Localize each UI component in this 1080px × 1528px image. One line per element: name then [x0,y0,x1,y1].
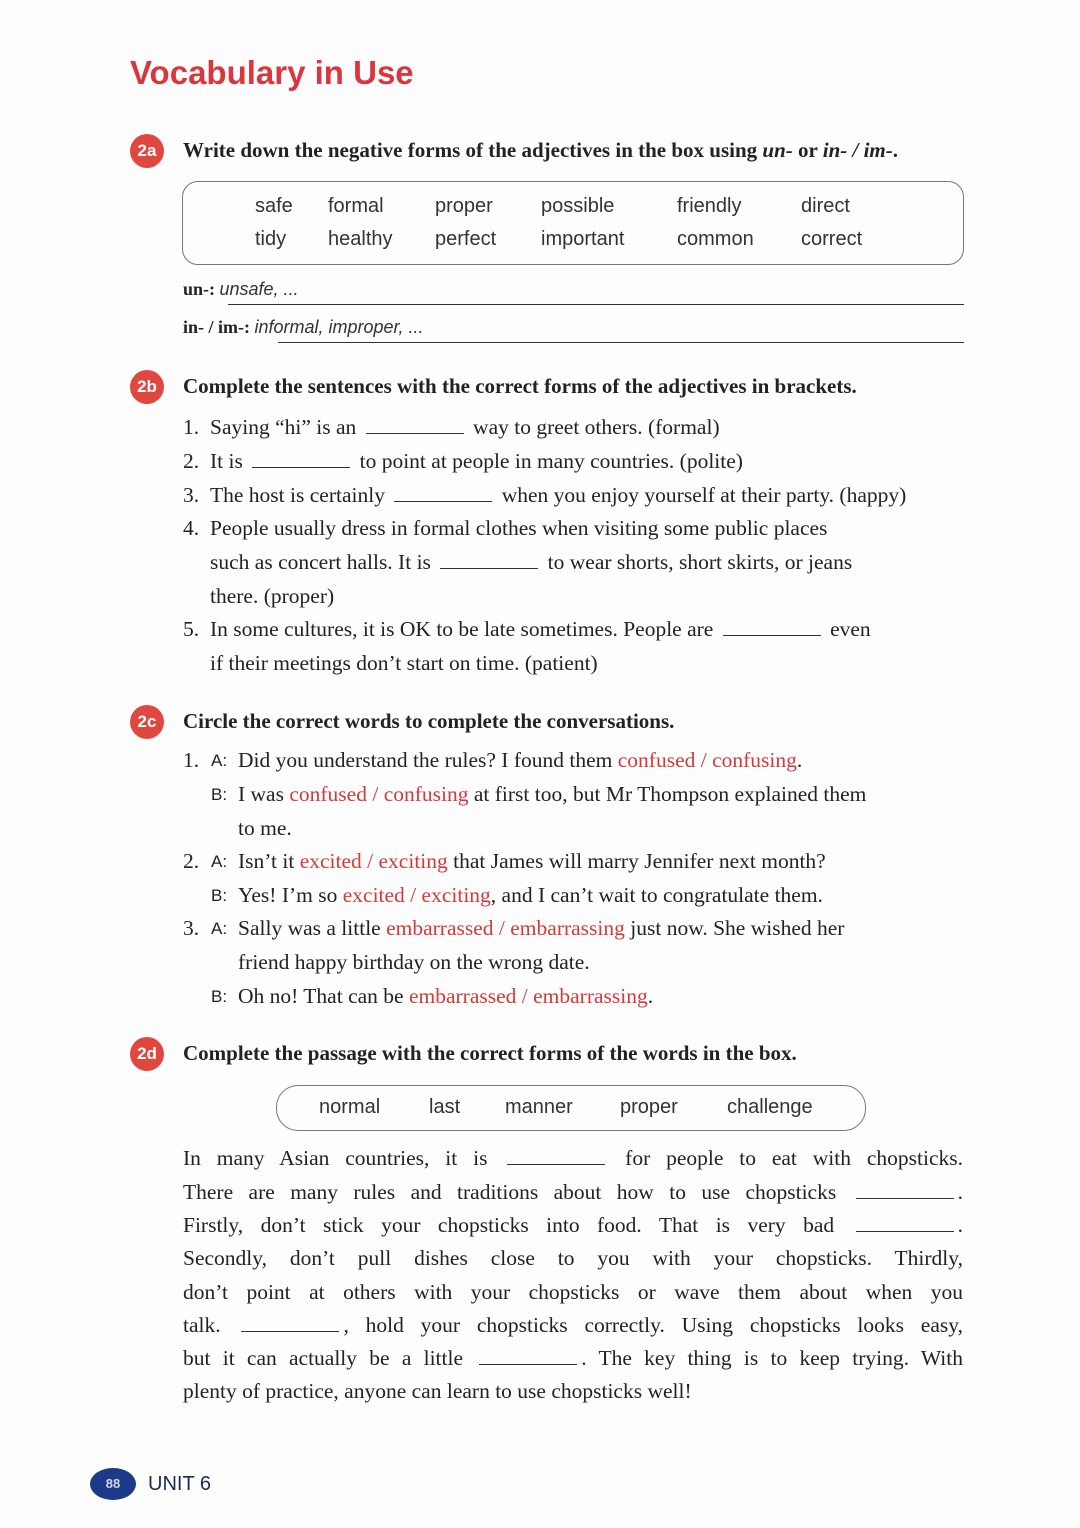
word-box-2a [182,181,964,265]
text-segment: way to greet others. (formal) [467,415,720,439]
sentence-line [210,651,598,676]
sentence-line [210,483,906,508]
speaker-label: B: [211,987,228,1006]
answer-blank [241,1315,339,1332]
text-segment: It is [210,449,249,473]
passage-line [183,1313,963,1338]
text-segment: Isn’t it [238,849,300,873]
instruction-2b: Complete the sentences with the correct forms of the adjectives in brackets. [183,374,857,398]
instruction-2d: Complete the passage with the correct forms of the words in the box. [183,1041,797,1065]
text-segment: Secondly, don’t pull dishes close to you with your chopsticks. Thirdly, [183,1246,963,1270]
page-number-badge: 88 [90,1468,136,1500]
text-segment: Saying “hi” is an [210,415,362,439]
text-segment: . [647,984,654,1008]
exercise-badge-2c: 2c [130,705,164,739]
text-segment: just now. She wished her [624,916,845,940]
exercise-badge-2d: 2d [130,1037,164,1071]
speaker-label: A: [211,852,228,871]
un-hint: unsafe, ... [219,279,299,299]
conversation-line [238,984,653,1009]
exercise-badge-2b: 2b [130,370,164,404]
sentence-line [210,617,871,642]
text-segment: There are many rules and traditions about how to use chopsticks [183,1180,852,1204]
text-segment: for people to eat with chopsticks. [609,1146,963,1170]
item-number: 1. [183,415,200,439]
text-segment: there. (proper) [210,584,335,608]
instruction-text: Write down the negative forms of the adjectives in the box using [183,138,763,162]
conversation-line [238,748,802,773]
answer-blank [479,1348,577,1365]
word-choice: embarrassed / embarrassing [408,984,648,1008]
conversation-line [238,883,823,908]
box-word: correct [801,228,863,250]
answer-blank [394,485,492,502]
word-choice: embarrassed / embarrassing [386,916,625,940]
box-word: healthy [328,228,393,250]
text-segment: plenty of practice, anyone can learn to use chopsticks well! [183,1379,692,1403]
passage-line [183,1246,963,1271]
box-word: normal [319,1096,381,1118]
item-number: 5. [183,617,200,641]
text-segment: Firstly, don’t stick your chopsticks into food. That is very bad [183,1213,852,1237]
text-segment: friend happy birthday on the wrong date. [238,950,590,974]
speaker-label: A: [211,919,228,938]
conversation-line [238,816,292,841]
text-segment: People usually dress in formal clothes when visiting some public places [210,516,828,540]
section-title: Vocabulary in Use [130,54,414,91]
text-segment: , and I can’t wait to congratulate them. [490,883,823,907]
text-segment: Yes! I’m so [238,883,343,907]
sentence-line [210,550,852,575]
text-segment: at first too, but Mr Thompson explained them [468,782,867,806]
box-word: manner [505,1096,573,1118]
text-segment: . [957,1180,963,1204]
text-segment: In some cultures, it is OK to be late sometimes. People are [210,617,719,641]
answer-blank [252,451,350,468]
instruction-2a [183,138,898,163]
answer-rule [278,342,964,343]
box-word: proper [435,195,493,217]
text-segment: such as concert halls. It is [210,550,437,574]
box-word: last [429,1096,461,1118]
answer-blank [723,619,821,636]
text-segment: Sally was a little [238,916,387,940]
text-segment: The host is certainly [210,483,391,507]
text-segment: . [957,1213,963,1237]
answer-blank [856,1182,954,1199]
passage-line [183,1146,963,1171]
item-number: 4. [183,516,200,540]
in-im-label: in- / im-: [183,317,255,337]
text-segment: I was [238,782,290,806]
text-segment: to wear shorts, short skirts, or jeans [542,550,853,574]
answer-line-in-im [183,317,424,338]
text-segment: but it can actually be a little [183,1346,476,1370]
text-segment: if their meetings don’t start on time. (patient) [210,651,598,675]
text-segment: talk. [183,1313,238,1337]
instruction-2c: Circle the correct words to complete the conversations. [183,709,675,733]
word-choice: excited / exciting [342,883,491,907]
sentence-line [210,415,720,440]
conversation-line [238,782,866,807]
conversation-line [238,916,844,941]
word-choice: confused / confusing [289,782,469,806]
text-segment: when you enjoy yourself at their party. (happy) [496,483,907,507]
un-label: un-: [183,279,220,299]
box-word: possible [541,195,615,217]
text-segment: that James will marry Jennifer next month? [447,849,826,873]
item-number: 2. [183,849,200,873]
prefix-in-im: in- / im- [822,138,893,162]
speaker-label: B: [211,785,228,804]
unit-label: UNIT 6 [148,1473,211,1495]
word-choice: confused / confusing [617,748,797,772]
text-segment: . The key thing is to keep trying. With [581,1346,963,1370]
answer-blank [366,417,464,434]
box-word: proper [620,1096,678,1118]
text-segment: to point at people in many countries. (polite) [354,449,743,473]
conversation-line [238,849,826,874]
box-word: direct [801,195,850,217]
passage-line [183,1180,963,1205]
speaker-label: A: [211,751,228,770]
item-number: 2. [183,449,200,473]
speaker-label: B: [211,886,228,905]
answer-rule [228,304,964,305]
box-word: challenge [727,1096,813,1118]
sentence-line [210,449,743,474]
text-segment: to me. [238,816,292,840]
box-word: tidy [255,228,287,250]
passage-line [183,1346,963,1371]
word-choice: excited / exciting [299,849,448,873]
passage-line [183,1213,963,1238]
answer-blank [440,552,538,569]
text-segment: don’t point at others with your chopsticks or wave them about when you [183,1280,963,1304]
in-im-hint: informal, improper, ... [254,317,424,337]
text-segment: In many Asian countries, it is [183,1146,504,1170]
text-segment: even [824,617,871,641]
box-word: formal [328,195,384,217]
instruction-end: . [892,138,898,162]
text-segment: . [796,748,803,772]
passage-line [183,1280,963,1305]
answer-blank [856,1215,954,1232]
instruction-or: or [792,138,823,162]
item-number: 3. [183,916,200,940]
box-word: safe [255,195,293,217]
text-segment: , hold your chopsticks correctly. Using chopsticks looks easy, [343,1313,963,1337]
sentence-line [210,584,334,609]
item-number: 1. [183,748,200,772]
answer-blank [507,1148,605,1165]
conversation-line [238,950,590,975]
answer-line-un [183,279,299,300]
sentence-line [210,516,827,541]
exercise-badge-2a: 2a [130,134,164,168]
item-number: 3. [183,483,200,507]
text-segment: Oh no! That can be [238,984,409,1008]
box-word: important [541,228,625,250]
box-word: common [677,228,754,250]
box-word: perfect [435,228,497,250]
passage-line [183,1379,963,1404]
text-segment: Did you understand the rules? I found them [238,748,618,772]
prefix-un: un- [762,138,793,162]
box-word: friendly [677,195,742,217]
